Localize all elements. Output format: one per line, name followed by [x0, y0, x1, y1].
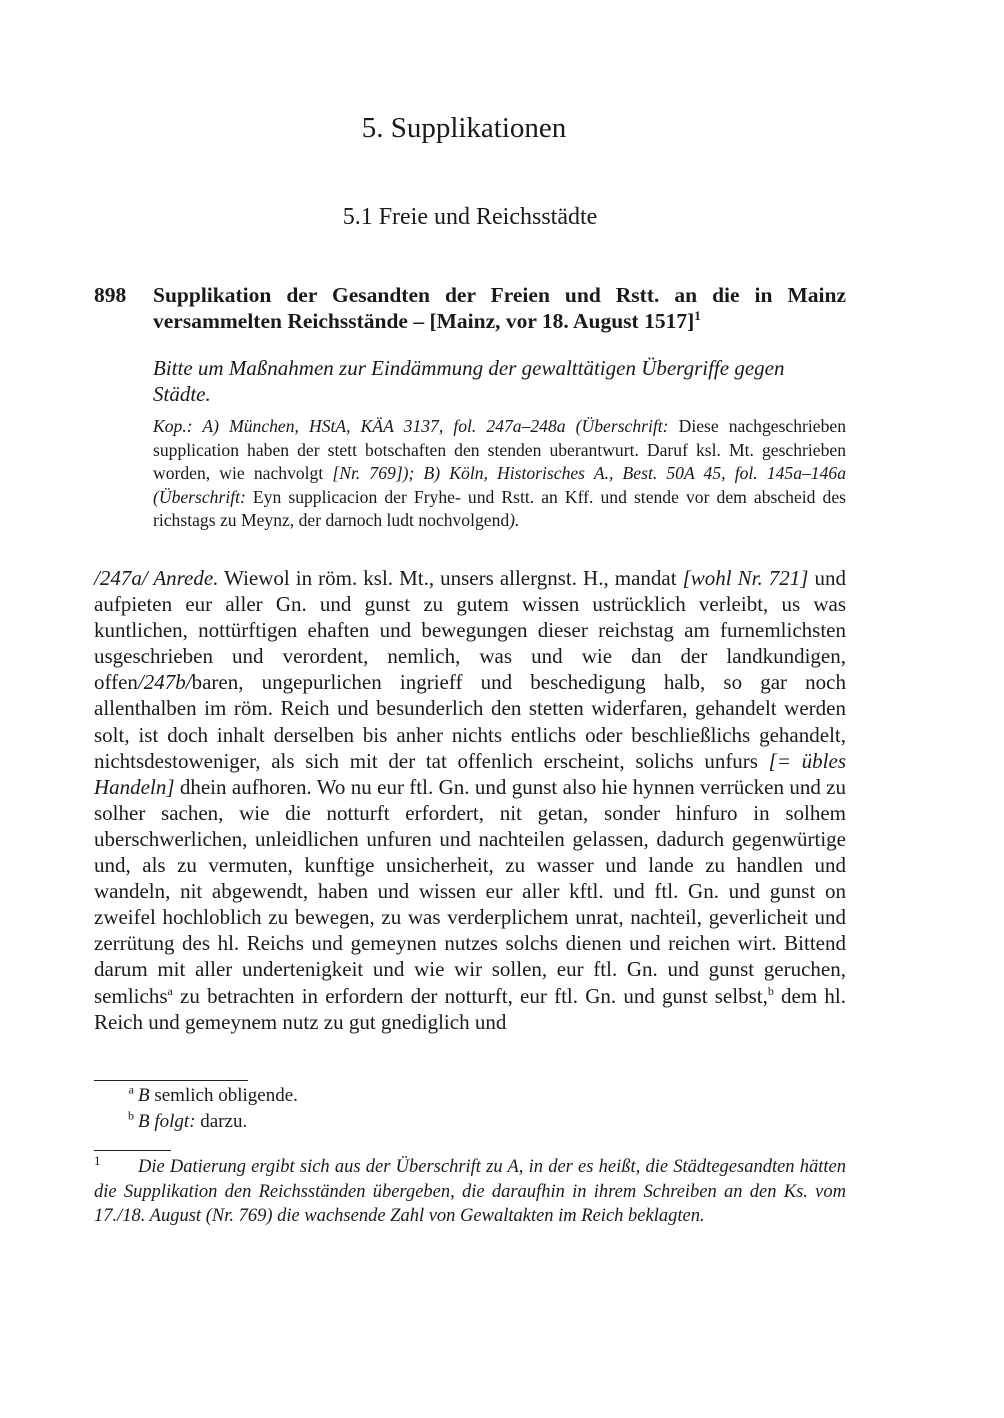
note-ref-b[interactable]: b: [767, 983, 774, 998]
folio-marker-247a: /247a/ Anrede.: [94, 566, 219, 590]
section-title: 5.1 Freie und Reichsstädte: [342, 204, 598, 230]
source-text-3: [Nr. 769]); B) Köln, Historisches A., Best. 50A 45, fol. 145a–146a (Überschrift:: [153, 463, 846, 507]
main-text-segment: und aufpieten eur aller Gn. und gunst zu gutem wissen ustrücklich verleibt, us was kuntlichen, nottürftigen ehaften und bewegungen dieser reichstag am furnemlichsten usgeschrieben und verordent, nemlich, was und wie dan der landkundigen, offen: [94, 566, 847, 695]
main-text-segment: zu betrachten in erfordern der notturft, eur ftl. Gn. und gunst selbst,: [172, 983, 768, 1008]
main-text-segment: baren, ungepurlichen ingrieff und beschedigung halb, so gar noch allenthalben im röm. Reich und besunderlich den stetten widerfaren, gehandelt werden solt, ist doch inhalt derselben bis anher nichts entlichs oder beschließlichs gehandelt, nichtsdestoweniger, als sich mit der tat offenlich erscheint, solichs unfurs: [94, 670, 846, 773]
textual-note-text: semlich obligende.: [149, 1085, 298, 1106]
main-text-segment: Wiewol in röm. ksl. Mt., unsers allergnst. H., mandat: [218, 566, 683, 590]
main-text-segment: dhein aufhoren. Wo nu eur ftl. Gn. und gunst also hie hynnen verrücken und zu solher sachen, wie die notturft erfordert, nit getan, sonder hinfuro in solhem uberschwerlichen, unleidlichen unfuren und nachteilen gelassen, dadurch gegenwürtige und, als zu vermuten, kunftige unsicherheit, zu wasser und lande zu handlen und wandeln, nit abgewendt, haben und wissen eur aller kftl. und ftl. Gn. und gunst on zweifel hochloblich zu bewegen, zu was verderplichem unrat, nachteil, geverlicheit und zerrütung des hl. Reichs und gemeynen nutzes solchs dienen und reichen wirt. Bittend darum mit aller undertenigkeit und wie wir sollen, eur ftl. Gn. und gunst geruchen, semlichs: [94, 774, 846, 1008]
textual-note-mark: b: [128, 1108, 134, 1123]
textual-note-b: [94, 1110, 846, 1134]
footnote-divider: [94, 1150, 171, 1151]
textual-note-a: [94, 1084, 846, 1108]
textual-note-mark: a: [128, 1082, 134, 1097]
source-text-1: Kop.: A) München, HStA, KÄA 3137, fol. 247a–248a (Überschrift:: [153, 416, 669, 436]
main-text-segment: dem hl. Reich und gemeynem nutz zu gut gnediglich und: [94, 983, 846, 1034]
footnote-text: Die Datierung ergibt sich aus der Überschrift zu A, in der es heißt, die Städtegesandten hätten die Supplikation den Reichsständen übergeben, die daraufhin in ihrem Schreiben an den Ks. vom 17./18. August (Nr. 769) die wachsende Zahl von Gewaltakten im Reich beklagten.: [94, 1157, 846, 1227]
footnote-1: 1 Die Datierung ergibt sich aus der Überschrift zu A, in der es heißt, die Städtegesandten hätten die Supplikation den Reichsständen übergeben, die daraufhin in ihrem Schreiben an den Ks. vom 17./18. August (Nr. 769) die wachsende Zahl von Gewaltakten im Reich beklagten.: [94, 1152, 846, 1227]
document-title: [153, 282, 846, 334]
document-summary: Bitte um Maßnahmen zur Eindämmung der gewalttätigen Übergriffe gegen Städte.: [153, 356, 785, 406]
document-heading: [94, 282, 846, 334]
note-ref-a[interactable]: a: [167, 983, 173, 998]
textual-note-text: darzu.: [195, 1111, 248, 1132]
main-text: [94, 565, 846, 1035]
document-number: 898: [94, 283, 127, 307]
notes-divider: [94, 1080, 248, 1081]
source-text-5: ).: [509, 510, 520, 531]
chapter-title: 5. Supplikationen: [361, 112, 567, 144]
editor-note: [wohl Nr. 721]: [682, 566, 809, 590]
textual-note-siglum: B: [138, 1085, 150, 1106]
source-text-2: Diese nachgeschrieben supplication haben der stett botschaften den stenden uberantwurt. Daruf ksl. Mt. geschrieben worden, wie nachvolgt: [153, 416, 846, 484]
textual-note-siglum: B: [138, 1111, 150, 1132]
folio-marker-247b: /247b/: [137, 670, 192, 695]
source-apparatus: [153, 415, 846, 533]
editor-note: [= übles Handeln]: [94, 748, 846, 799]
textual-note-label: folgt:: [149, 1111, 196, 1132]
document-title-text: Supplikation der Gesandten der Freien und Rstt. an die in Mainz versammelten Reichsstände – [Mainz, vor 18. August 1517]: [153, 283, 846, 333]
footnote-ref-1[interactable]: 1: [694, 307, 701, 323]
source-text-4: Eyn supplicacion der Fryhe- und Rstt. an Kff. und stende vor dem abscheid des richstags zu Meynz, der darnoch ludt nochvolgend: [153, 486, 846, 531]
